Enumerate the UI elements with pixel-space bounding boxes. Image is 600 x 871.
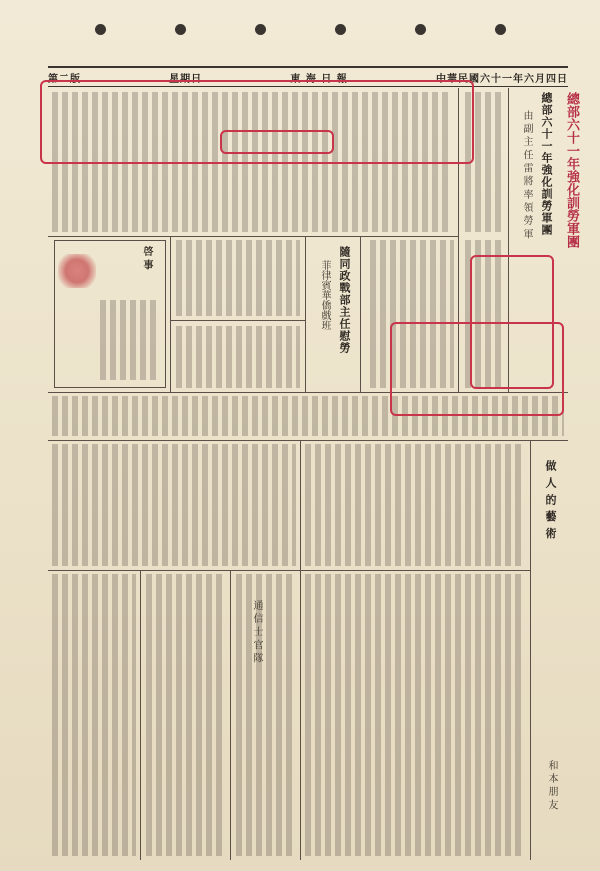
red-seal-stamp bbox=[58, 254, 96, 288]
notice-text bbox=[100, 300, 156, 380]
masthead-date: 中華民國六十一年六月四日 bbox=[435, 73, 568, 85]
handwritten-note: 總部六十一年強化訓勞軍團 bbox=[564, 92, 579, 248]
punch-hole bbox=[335, 24, 346, 35]
annotation-outline bbox=[390, 322, 564, 416]
punch-hole bbox=[255, 24, 266, 35]
punch-hole bbox=[95, 24, 106, 35]
article-text bbox=[52, 444, 296, 566]
masthead-page: 第二版 bbox=[48, 73, 81, 85]
divider bbox=[48, 570, 530, 571]
divider bbox=[170, 236, 171, 392]
masthead-weekday: 星期日 bbox=[169, 73, 203, 85]
punch-hole bbox=[415, 24, 426, 35]
divider bbox=[530, 440, 531, 860]
essay-text bbox=[305, 444, 525, 566]
masthead-title: 東 海 日 報 bbox=[290, 73, 348, 85]
main-subheadline: 由 副 主 任 雷 將 率 領 勞 軍 bbox=[521, 110, 532, 239]
mid-headline-a: 隨同政戰部主任慰勞 bbox=[338, 246, 351, 354]
divider bbox=[230, 570, 231, 860]
notice-title: 啓 事 bbox=[141, 246, 152, 270]
annotation-outline bbox=[220, 130, 334, 154]
divider bbox=[300, 440, 301, 860]
bottom-col-c: 和 本 朋 友 bbox=[546, 760, 557, 810]
divider bbox=[170, 320, 305, 321]
divider bbox=[48, 236, 458, 237]
essay-text bbox=[305, 574, 525, 856]
divider bbox=[360, 236, 361, 392]
punch-hole bbox=[175, 24, 186, 35]
article-text bbox=[146, 574, 226, 856]
bottom-col-a: 通 信 士 官 隊 bbox=[251, 600, 262, 663]
main-headline: 總部六十一年強化訓勞軍團 bbox=[540, 92, 553, 236]
essay-title: 做 人 的 藝 術 bbox=[544, 460, 557, 540]
article-text bbox=[236, 574, 296, 856]
divider bbox=[140, 570, 141, 860]
article-text bbox=[52, 574, 136, 856]
article-text bbox=[176, 326, 300, 388]
punch-hole bbox=[495, 24, 506, 35]
divider bbox=[305, 236, 306, 392]
mid-headline-b: 菲律賓華僑戲班 bbox=[319, 260, 330, 330]
article-text bbox=[176, 240, 300, 316]
divider bbox=[48, 440, 568, 441]
